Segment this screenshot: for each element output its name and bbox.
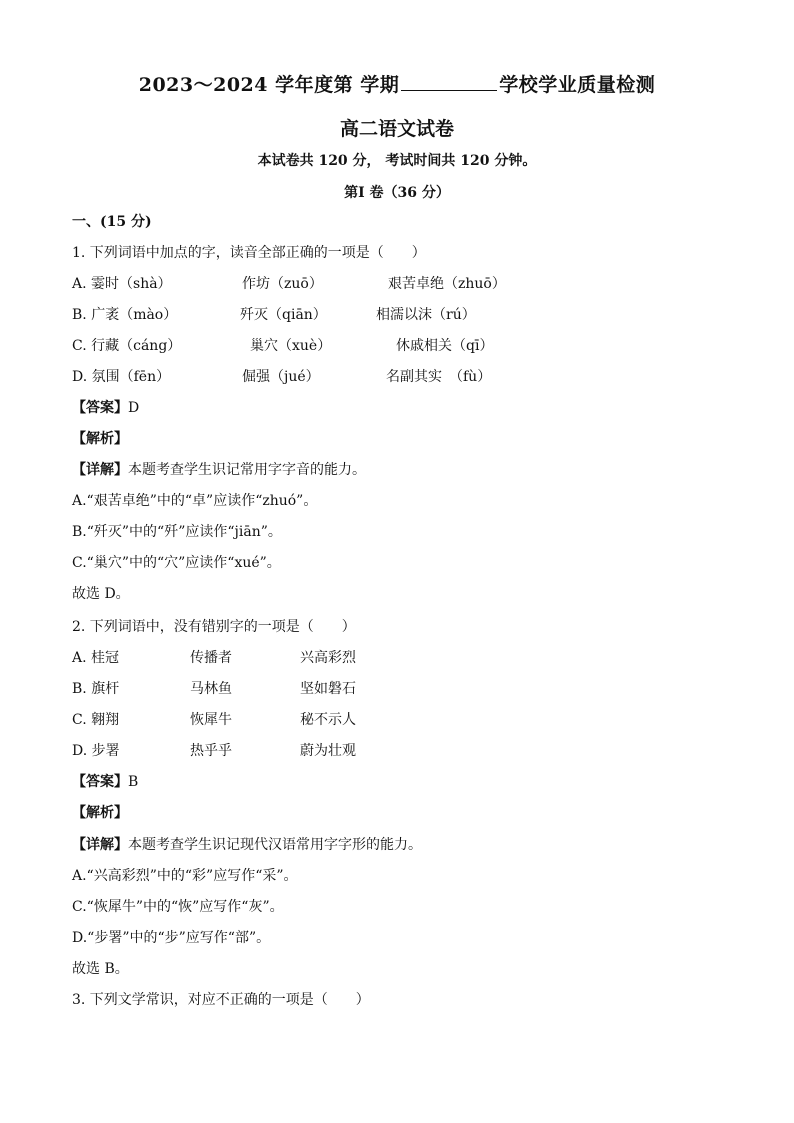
q2-c-1: C. 翱翔 <box>72 712 120 728</box>
q1-c-3: 休戚相关（qī） <box>396 338 494 354</box>
section-heading: 一、(15 分) <box>72 214 152 230</box>
q1-answer <box>72 398 139 418</box>
q2-answer <box>72 772 138 792</box>
q1-a-3: 艰苦卓绝（zhuō） <box>388 276 506 292</box>
q2-c-3: 秘不示人 <box>300 712 356 728</box>
detail-label: 【详解】 <box>72 837 128 853</box>
q2-a-1: A. 桂冠 <box>72 650 120 666</box>
q1-conclusion: 故选 D。 <box>72 586 130 602</box>
q2-detail <box>72 835 422 855</box>
q1-d-2: 倔强（jué） <box>242 369 320 385</box>
q2-b-3: 坚如磐石 <box>300 681 356 697</box>
q2-conclusion: 故选 B。 <box>72 961 129 977</box>
detail-text: 本题考查学生识记现代汉语常用字字形的能力。 <box>128 837 422 853</box>
q2-c-2: 恢犀牛 <box>190 712 232 728</box>
q1-explanation-a: A.“艰苦卓绝”中的“卓”应读作“zhuó”。 <box>72 493 318 509</box>
q1-d-3: 名副其实 （fù） <box>386 369 492 385</box>
title-right: 学校学业质量检测 <box>499 74 656 96</box>
q2-d-3: 蔚为壮观 <box>300 743 356 759</box>
exam-subtitle: 高二语文试卷 <box>339 118 454 140</box>
school-name-blank <box>401 72 497 91</box>
exam-info: 本试卷共 120 分， 考试时间共 120 分钟。 <box>257 153 537 169</box>
q2-b-1: B. 旗杆 <box>72 681 120 697</box>
answer-value: D <box>128 400 140 416</box>
q3-stem: 3. 下列文学常识，对应不正确的一项是（ ） <box>72 992 370 1008</box>
q1-stem: 1. 下列词语中加点的字，读音全部正确的一项是（ ） <box>72 245 426 261</box>
answer-label: 【答案】 <box>72 774 128 790</box>
q2-analysis-label: 【解析】 <box>72 805 128 821</box>
q1-analysis-label: 【解析】 <box>72 431 128 447</box>
q1-c-2: 巢穴（xuè） <box>250 338 332 354</box>
answer-label: 【答案】 <box>72 400 128 416</box>
exam-title <box>0 70 794 97</box>
title-left: 2023～2024 学年度第 学期 <box>138 74 400 96</box>
q1-a-1: A. 霎时（shà） <box>72 276 172 292</box>
q2-d-2: 热乎乎 <box>190 743 232 759</box>
detail-label: 【详解】 <box>72 462 128 478</box>
q2-a-2: 传播者 <box>190 650 232 666</box>
detail-text: 本题考查学生识记常用字字音的能力。 <box>128 462 366 478</box>
q2-explanation-c: C.“恢犀牛”中的“恢”应写作“灰”。 <box>72 899 284 915</box>
q2-a-3: 兴高彩烈 <box>300 650 356 666</box>
q1-b-2: 歼灭（qiān） <box>240 307 327 323</box>
answer-value: B <box>128 774 139 790</box>
q1-explanation-b: B.“歼灭”中的“歼”应读作“jiān”。 <box>72 524 282 540</box>
q1-c-1: C. 行藏（cáng） <box>72 338 182 354</box>
q1-b-3: 相濡以沫（rú） <box>376 307 476 323</box>
q2-b-2: 马林鱼 <box>190 681 232 697</box>
q2-explanation-d: D.“步署”中的“步”应写作“部”。 <box>72 930 271 946</box>
q2-explanation-a: A.“兴高彩烈”中的“彩”应写作“采”。 <box>72 868 298 884</box>
q1-b-1: B. 广袤（mào） <box>72 307 178 323</box>
q1-detail <box>72 460 366 480</box>
q1-a-2: 作坊（zuō） <box>242 276 323 292</box>
q2-stem: 2. 下列词语中，没有错别字的一项是（ ） <box>72 619 356 635</box>
q1-explanation-c: C.“巢穴”中的“穴”应读作“xué”。 <box>72 555 281 571</box>
volume-heading: 第Ⅰ 卷（36 分） <box>344 185 450 201</box>
q1-d-1: D. 氛围（fēn） <box>72 369 171 385</box>
q2-d-1: D. 步署 <box>72 743 120 759</box>
